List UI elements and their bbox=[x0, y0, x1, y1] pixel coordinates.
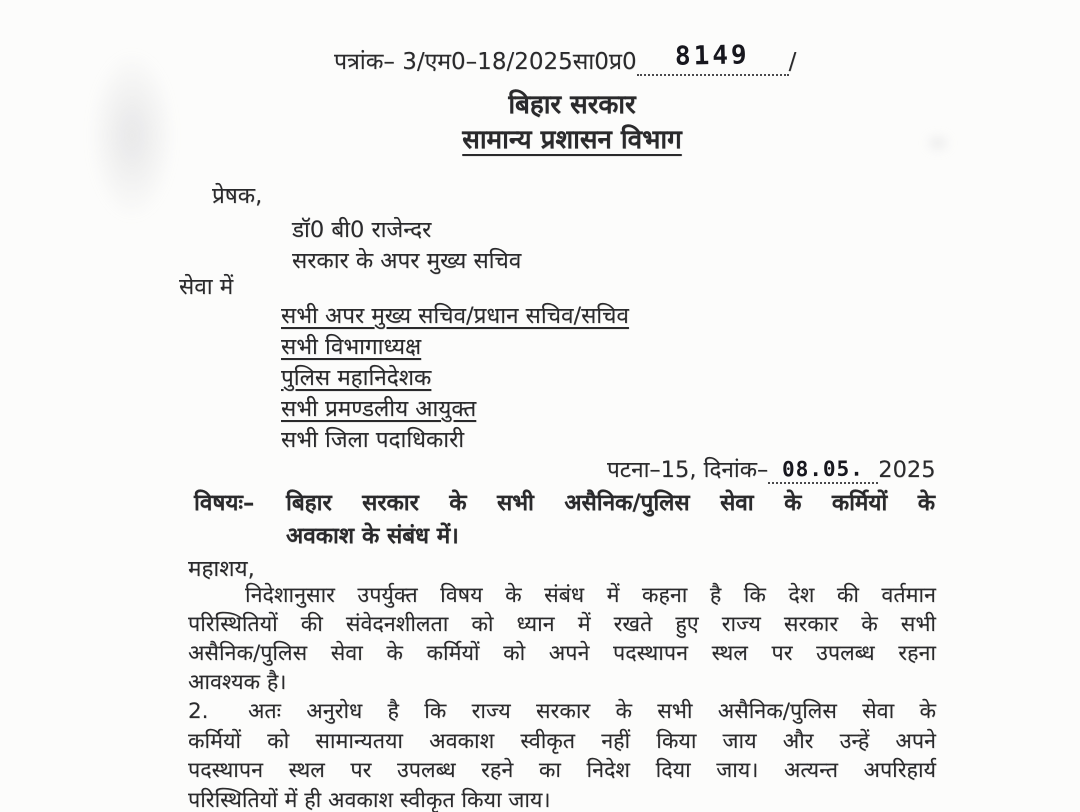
handwritten-date: 08.05. bbox=[782, 456, 865, 482]
para1-line-1: निदेशानुसार उपर्युक्त विषय के संबंध में कहना है कि देश की वर्तमान bbox=[245, 583, 936, 608]
to-label: सेवा में bbox=[179, 274, 234, 300]
para1-line-2: परिस्थितियों की संवेदनशीलता को ध्यान में रखते हुए राज्य सरकार के सभी bbox=[188, 612, 936, 637]
ref-suffix: / bbox=[788, 49, 797, 75]
ref-dotted-line bbox=[637, 40, 789, 76]
ref-prefix: पत्रांक– 3/एम0–18/2025सा0प्र0 bbox=[334, 49, 637, 75]
salutation: महाशय, bbox=[188, 556, 255, 582]
para2-line-4: परिस्थितियों में ही अवकाश स्वीकृत किया जाय। bbox=[188, 787, 551, 812]
subject-block bbox=[194, 487, 935, 553]
recipient-item: सभी प्रमण्डलीय आयुक्त bbox=[281, 396, 477, 422]
subject-line-2: अवकाश के संबंध में। bbox=[286, 523, 459, 549]
para1-line-4: आवश्यक है। bbox=[188, 670, 287, 695]
sender-name: डॉ0 बी0 राजेन्दर bbox=[292, 217, 432, 243]
place-date-prefix: पटना–15, दिनांक– bbox=[607, 457, 769, 483]
government-title: बिहार सरकार bbox=[508, 90, 636, 120]
para2-line-1: अतः अनुरोध है कि राज्य सरकार के सभी असैनिक/पुलिस सेवा के bbox=[248, 699, 936, 724]
date-year: 2025 bbox=[878, 457, 936, 483]
letterhead bbox=[64, 88, 1080, 158]
place-date-line bbox=[607, 453, 936, 484]
para2-line-3: पदस्थापन स्थल पर उपलब्ध रहने का निदेश दिया जाय। अत्यन्त अपरिहार्य bbox=[188, 758, 936, 783]
paragraph-1 bbox=[188, 581, 936, 697]
subject-label: विषयः– bbox=[194, 490, 255, 516]
ref-handwritten-number: 8149 bbox=[674, 40, 751, 72]
sender-designation: सरकार के अपर मुख्य सचिव bbox=[292, 248, 522, 274]
para2-line-2: कर्मियों को सामान्यतया अवकाश स्वीकृत नहीं किया जाय और उन्हें अपने bbox=[188, 728, 936, 754]
recipient-item: सभी विभागाध्यक्ष bbox=[281, 334, 422, 360]
para1-line-3: असैनिक/पुलिस सेवा के कर्मियों को अपने पदस्थापन स्थल पर उपलब्ध रहना bbox=[188, 641, 936, 666]
date-dotted-line bbox=[768, 456, 878, 484]
recipient-item: पुलिस महानिदेशक bbox=[281, 365, 432, 391]
letter-ref-line bbox=[334, 40, 797, 76]
recipient-list bbox=[281, 301, 629, 456]
recipient-item: सभी अपर मुख्य सचिव/प्रधान सचिव/सचिव bbox=[281, 303, 629, 329]
paragraph-2 bbox=[188, 697, 936, 812]
from-label: प्रेषक, bbox=[212, 183, 263, 209]
department-title: सामान्य प्रशासन विभाग bbox=[462, 125, 682, 155]
recipient-item: सभी जिला पदाधिकारी bbox=[281, 427, 465, 453]
subject-line-1: बिहार सरकार के सभी असैनिक/पुलिस सेवा के कर्मियों के bbox=[286, 490, 935, 516]
para2-number: 2. bbox=[188, 699, 209, 724]
